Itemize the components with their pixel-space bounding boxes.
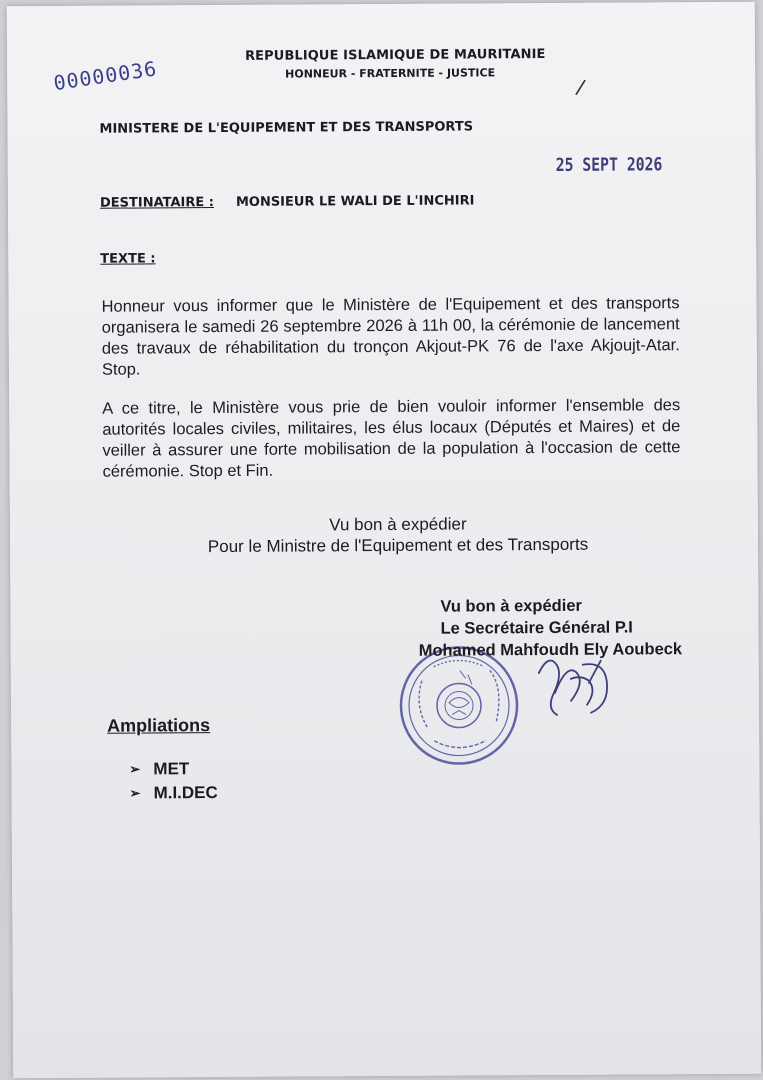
registration-number-stamp: 00000036 — [51, 56, 159, 96]
ampliation-item: M.I.DEC — [153, 783, 218, 803]
body-paragraph-1: Honneur vous informer que le Ministère de l'Equipement et des transports organisera le samedi 26 septembre 2026 à 11h 00, la cérémonie de lancement des travaux de réhabilitation du tronçon Akjout-PK 76 de l'axe Akjoujt-Atar. Stop. — [101, 294, 680, 379]
text-label: TEXTE : — [100, 251, 156, 267]
ministry-name: MINISTERE DE L'EQUIPEMENT ET DES TRANSPORTS — [99, 119, 474, 137]
list-item — [129, 757, 217, 782]
recipient-value: MONSIEUR LE WALI DE L'INCHIRI — [235, 193, 475, 210]
letter-page — [7, 2, 762, 1079]
arrow-bullet-icon: ➢ — [129, 761, 141, 777]
ampliations-list — [129, 757, 218, 806]
approval-line-2: Pour le Ministre de l'Equipement et des Transports — [207, 534, 589, 557]
ampliations-label: Ampliations — [107, 715, 211, 736]
approval-line-1: Vu bon à expédier — [329, 514, 467, 535]
signatory-block — [418, 594, 683, 661]
arrow-bullet-icon: ➢ — [129, 785, 141, 801]
recipient-label: DESTINATAIRE : — [99, 195, 215, 211]
date-stamp: 25 SEPT 2026 — [555, 154, 663, 176]
list-item — [129, 781, 217, 806]
ampliation-item: MET — [153, 759, 190, 779]
signatory-line-1: Vu bon à expédier — [440, 596, 582, 616]
republic-title: REPUBLIQUE ISLAMIQUE DE MAURITANIE — [244, 47, 546, 64]
pen-mark: / — [574, 74, 587, 100]
national-motto: HONNEUR - FRATERNITE - JUSTICE — [285, 66, 496, 81]
signatory-title: Le Secrétaire Général P.I — [440, 618, 633, 638]
signatory-name: Mohamed Mahfoudh Ely Aoubeck — [418, 640, 683, 660]
body-paragraph-2: A ce titre, le Ministère vous prie de bien vouloir informer l'ensemble des autorités locales civiles, militaires, les élus locaux (Députés et Maires) et de veiller à assurer une forte mobilisation de la population à l'occasion de cette cérémonie. Stop et Fin. — [102, 396, 681, 481]
